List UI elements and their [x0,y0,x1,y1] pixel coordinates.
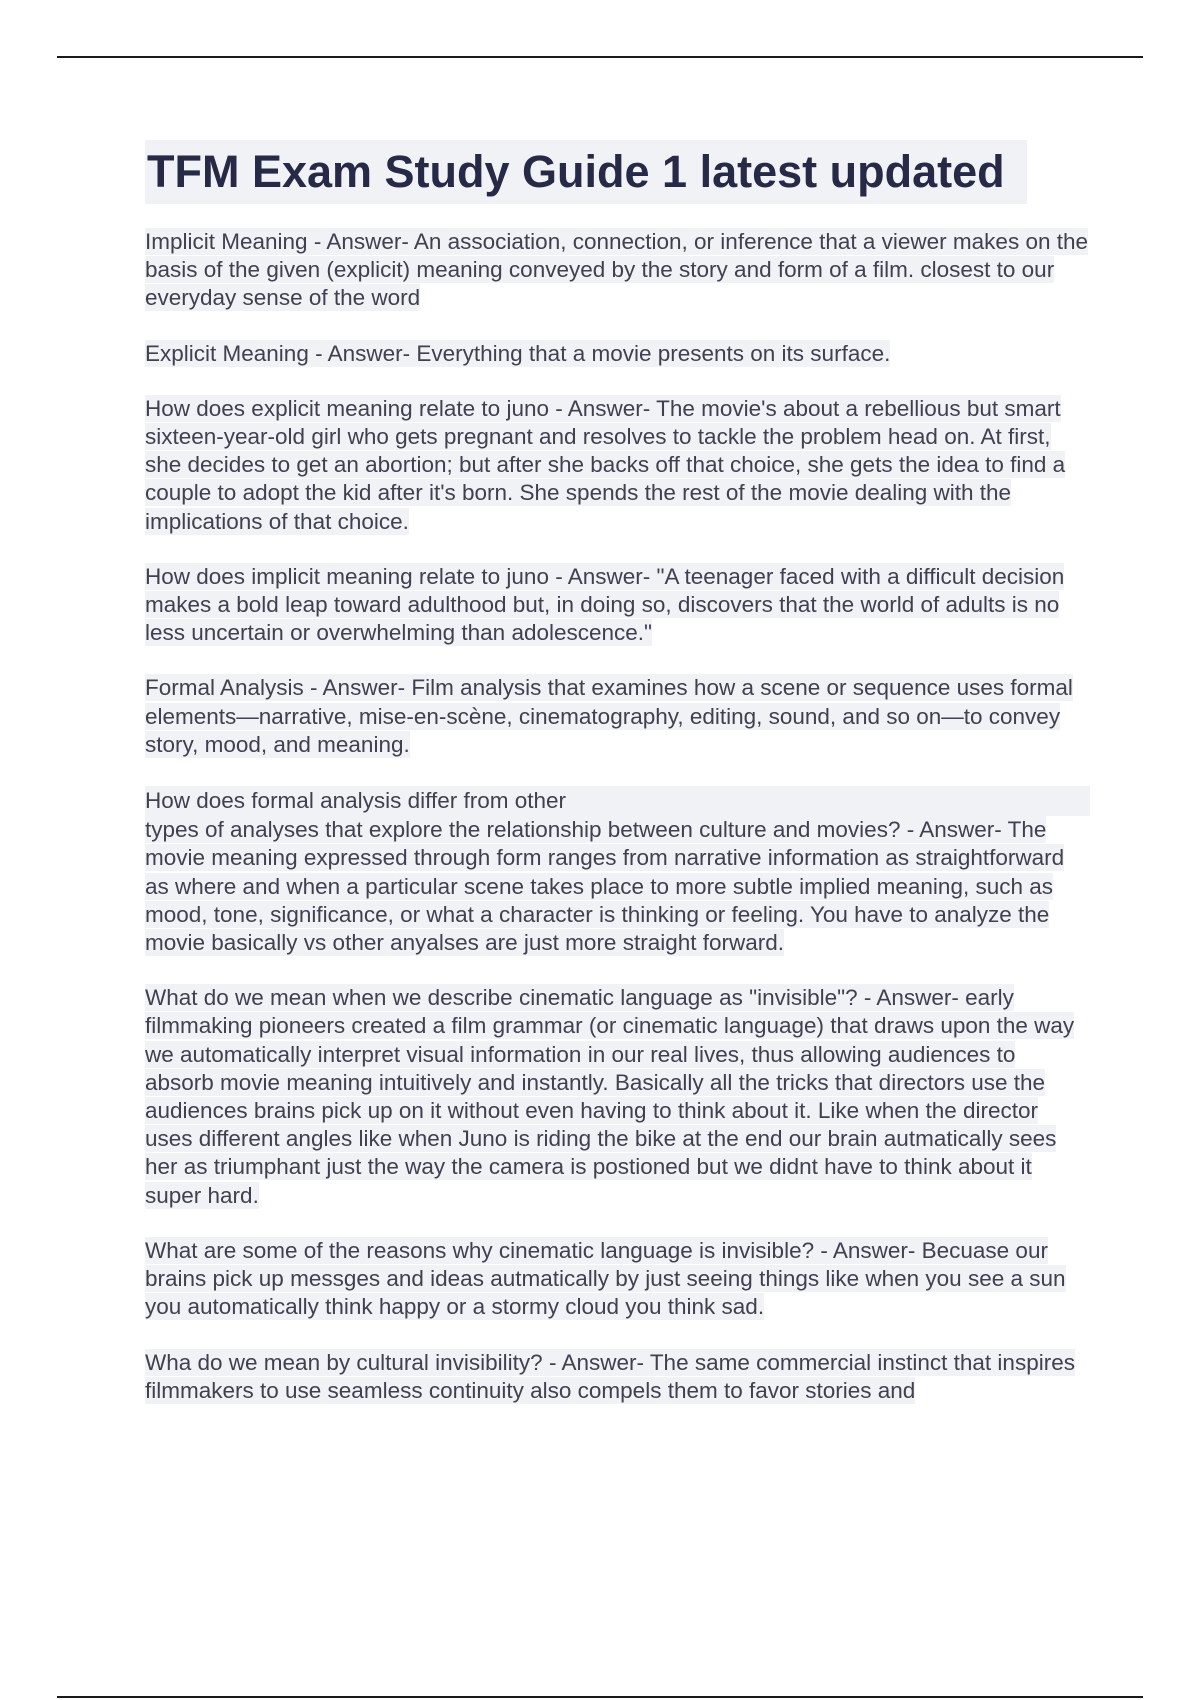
qa-separator: - Answer- [303,675,412,701]
qa-entry-cultural-invisibility [145,1349,1090,1405]
qa-question: Wha do we mean by cultural invisibility? [145,1349,543,1375]
qa-entry-explicit-juno [145,395,1090,536]
qa-question: Implicit Meaning [145,229,308,254]
qa-question: How does explicit meaning relate to juno [145,395,549,421]
qa-separator: - Answer- [307,229,414,254]
top-rule [57,56,1143,58]
qa-separator: - Answer- [542,1349,650,1375]
qa-question-line-1: How does formal analysis differ from other [145,786,1090,816]
qa-separator: - Answer- [857,985,966,1011]
qa-answer: "A teenager faced with a difficult decision makes a bold leap toward adulthood but, in doing so, discovers that the world of adults is no less uncertain or overwhelming than adolescence." [145,563,1065,646]
bottom-rule [57,1696,1143,1698]
qa-entry-implicit-meaning [145,228,1090,313]
qa-answer: The movie's about a rebellious but smart sixteen-year-old girl who gets pregnant and resolves to tackle the problem head on. At first, she decides to get an abortion; but after she backs off that choice, she gets the idea to find a couple to adopt the kid after it's born. She spends the rest of the movie dealing with the implications of that choice. [145,395,1066,534]
qa-separator: - Answer- [548,563,657,589]
qa-answer: Film analysis that examines how a scene or sequence uses formal elements—narrative, mise-en-scène, cinematography, editing, sound, and so on—to convey story, mood, and meaning. [145,675,1073,757]
qa-answer: Becuase our brains pick up messges and ideas autmatically by just seeing things like when you see a sun you automatically think happy or a stormy cloud you think sad. [145,1237,1066,1320]
qa-answer: Everything that a movie presents on its surface. [416,340,891,366]
qa-question-line-2: types of analyses that explore the relationship between culture and movies? [145,817,901,843]
qa-question: How does implicit meaning relate to juno [145,563,549,589]
qa-entry-formal-analysis-differ [145,786,1090,957]
qa-separator: - Answer- [308,340,417,366]
qa-entry-formal-analysis [145,674,1090,759]
qa-entry-invisible-language [145,984,1090,1210]
qa-question: Formal Analysis [145,675,304,701]
document-body [145,140,1090,1432]
qa-question: Explicit Meaning [145,340,309,366]
qa-separator: - Answer- [900,817,1008,843]
qa-question: What are some of the reasons why cinematic language is invisible? [145,1237,815,1263]
qa-entry-invisible-reasons [145,1237,1090,1322]
qa-answer: The same commercial instinct that inspires filmmakers to use seamless continuity also compels them to favor stories and [145,1349,1075,1403]
qa-entry-implicit-juno [145,563,1090,648]
qa-question: What do we mean when we describe cinematic language as "invisible"? [145,985,858,1011]
qa-separator: - Answer- [548,395,657,421]
qa-answer: The movie meaning expressed through form ranges from narrative information as straightforward as where and when a particular scene takes place to more subtle implied meaning, such as mood, tone, significance, or what a character is thinking or feeling. You have to analyze the movie basically vs other anyalses are just more straight forward. [145,817,1065,956]
qa-answer: early filmmaking pioneers created a film grammar (or cinematic language) that draws upon the way we automatically interpret visual information in our real lives, thus allowing audiences to absorb movie meaning intuitively and instantly. Basically all the tricks that directors use the audiences brains pick up on it without even having to think about it. Like when the director uses different angles like when Juno is riding the bike at the end our brain autmatically sees her as triumphant just the way the camera is postioned but we didnt have to think about it super hard. [145,985,1075,1208]
qa-answer: An association, connection, or inference that a viewer makes on the basis of the given (explicit) meaning conveyed by the story and form of a film. closest to our everyday sense of the word [145,229,1089,311]
document-title: TFM Exam Study Guide 1 latest updated [145,140,1027,204]
qa-entry-explicit-meaning [145,340,1090,368]
qa-separator: - Answer- [814,1237,922,1263]
